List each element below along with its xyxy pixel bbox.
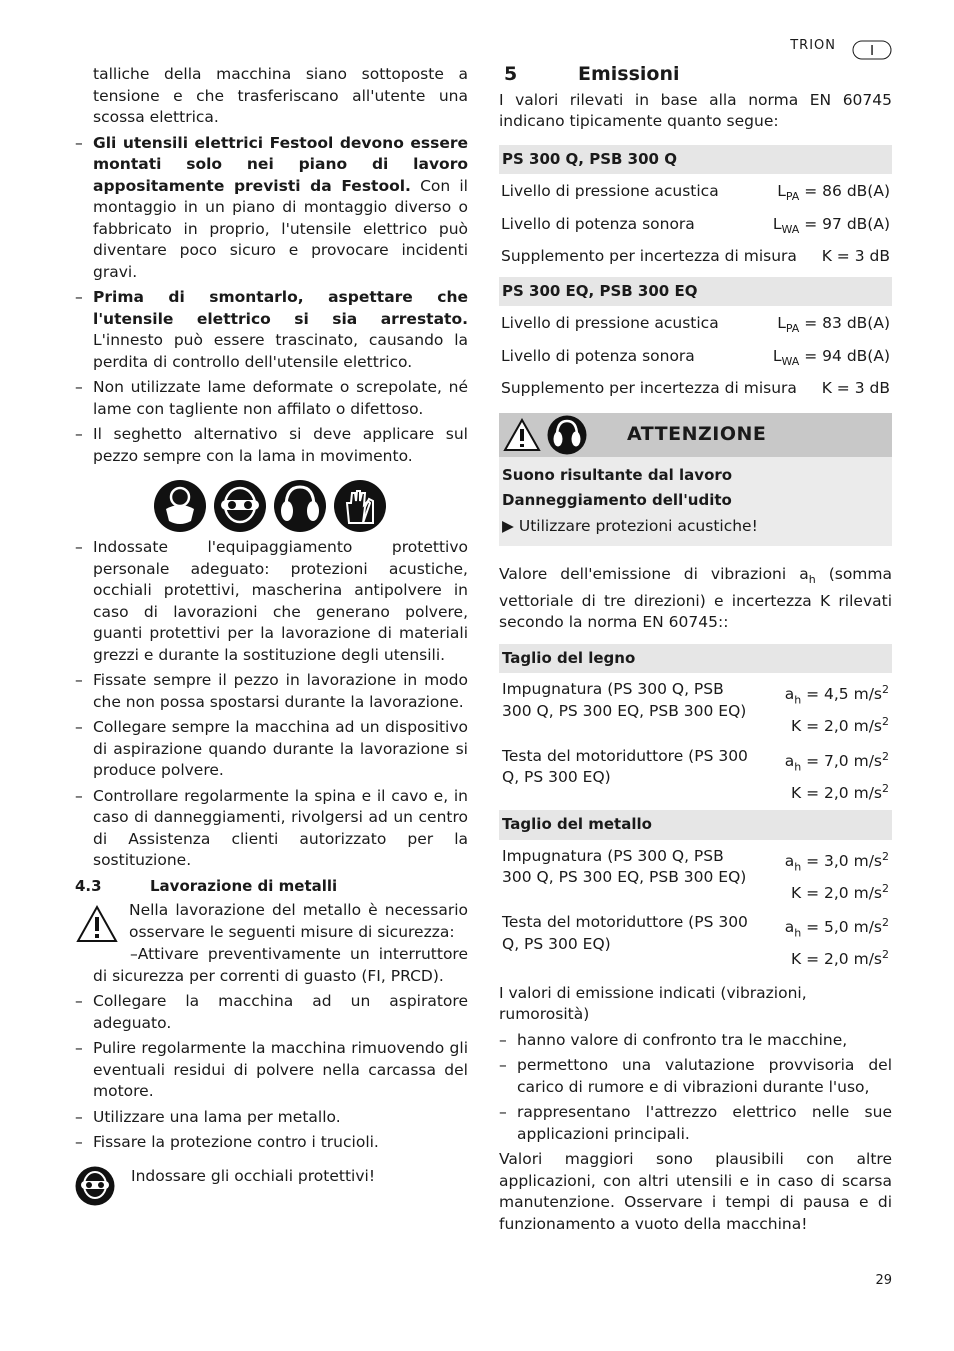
k-value: K = 2,0 m/s [791,883,882,902]
value: = 94 dB(A) [799,346,890,365]
row-label: Impugnatura (PS 300 Q, PSB 300 Q, PS 300 EQ, PSB 300 EQ) [502,680,747,720]
vibration-intro: Valore dell'emissione di vibrazioni $a_h$ (somma vettoriale di tre direzioni) e incertezza K rilevati secondo la norma EN 60745:: [499,565,893,632]
symbol: L [777,314,786,333]
row-label: Livello di potenza sonora [501,346,695,365]
ah-value: = 4,5 m/s [801,685,882,704]
warning-line: Danneggiamento dell'udito [502,491,732,510]
right-column [499,64,892,1235]
warning-box [499,413,892,547]
emission-intro: I valori rilevati in base alla norma EN 60745 indicano tipicamente quanto segue: [499,90,892,130]
symbol: L [777,182,786,200]
warning-triangle-icon [503,418,541,452]
row-value [773,214,890,241]
row-label: Supplemento per incertezza di misura [501,379,797,398]
table-row [499,211,892,244]
row-label: Testa del motoriduttore (PS 300 Q, PS 300 EQ) [502,746,748,787]
warning-line: ▶ Utilizzare protezioni acustiche! [502,516,758,535]
symbol-sub: PA [785,190,800,204]
ah-value: = 7,0 m/s [801,752,882,771]
value: = 83 dB(A) [799,314,890,333]
ppe-icon-row [153,479,468,533]
intro-text: talliche della macchina siano sottoposte a tensione e che trasferiscano all'utente una scossa elettrica. [93,65,468,126]
k-value: K = 2,0 m/s [791,717,882,736]
metal-intro: Nella lavorazione del metallo è necessario osservare le seguenti misure di sicurezza: [129,901,468,941]
ah-value: = 5,0 m/s [801,918,882,937]
row-value: $a_h = 7,0$ $m/s^2$ K = 2,0 $m/s^2$ [784,749,889,802]
row-value: $a_h = 5,0$ $m/s^2$ K = 2,0 $m/s^2$ [784,916,889,969]
list-item: – Indossate l'equipaggiamento protettivo personale adeguato: protezioni acustiche, occhiali protettivi, mascherina antipolvere in caso di lavorazioni che generano polvere, guanti protettivi per la lavorazione di materiali grezzi e durante la sostituzione degli utensili. [75,537,468,666]
list-item: – Fissate sempre il pezzo in lavorazione in modo che non possa spostarsi durante la lavorazione. [75,670,468,713]
list-item: – Fissare la protezione contro i trucioli. [75,1132,468,1154]
row-label: Livello di pressione acustica [501,182,719,200]
vibration-table [499,677,892,806]
list-item: – Collegare la macchina ad un aspiratore adeguato. [75,991,468,1034]
vibration-table [499,844,892,973]
table-header: PS 300 Q, PSB 300 Q [499,145,892,175]
table-row [499,343,892,376]
table-row [499,910,892,972]
symbol-sub: PA [785,322,800,336]
goggles-icon [75,1166,115,1206]
list-item: – Pulire regolarmente la macchina rimuovendo gli eventuali residui di polvere nella carcassa del motore. [75,1038,468,1103]
k-value: K = 2,0 m/s [791,783,882,802]
warning-triangle-icon [75,904,119,944]
table-header: PS 300 EQ, PSB 300 EQ [499,277,892,307]
table-row [499,310,892,343]
list-item: – Non utilizzate lame deformate o screpolate, né lame con tagliente non affilato o difettoso. [75,377,468,420]
list-item: – Collegare sempre la macchina ad un dispositivo di aspirazione quando durante la lavorazione si produce polvere. [75,717,468,782]
header-brand: TRION [790,38,836,53]
list-item: – Il seghetto alternativo si deve applicare sul pezzo sempre con la lama in movimento. [75,424,468,467]
noise-table [499,178,892,271]
symbol: L [772,214,782,233]
left-column [75,64,468,1206]
list-item: – Controllare regolarmente la spina e il cavo e, in caso di danneggiamenti, rivolgersi ad un centro di Assistenza clienti autorizzato per la sostituzione. [75,786,468,872]
noise-table [499,310,892,403]
value: K = 3 dB [821,379,890,398]
list-item: – rappresentano l'attrezzo elettrico nelle sue applicazioni principali. [499,1102,892,1145]
section-heading: 5 Emissioni [504,63,680,85]
warning-body [499,457,892,547]
value: = 86 dB(A) [799,182,890,200]
table-row [499,243,892,271]
language-badge [852,40,892,60]
row-label: Testa del motoriduttore (PS 300 Q, PS 300 EQ) [502,913,748,953]
row-value [773,346,890,373]
row-label: Livello di potenza sonora [501,214,695,233]
list-item: – hanno valore di confronto tra le macchine, [499,1030,892,1052]
goggles-note-text: Indossare gli occhiali protettivi! [131,1166,376,1185]
table-row [499,375,892,403]
table-row [499,744,892,806]
table-row [499,677,892,739]
gloves-icon [333,479,387,533]
row-value [777,181,890,208]
warning-title: ATTENZIONE [627,423,767,446]
row-value [777,313,890,340]
list-item: – permettono una valutazione provvisoria del carico di rumore e di vibrazioni durante l'uso, [499,1055,892,1098]
section-heading: 4.3 Lavorazione di metalli [75,876,338,895]
outro-text: Valori maggiori sono plausibili con altre applicazioni, con altri utensili e in caso di scarsa manutenzione. Osservare i tempi di pausa e di funzionamento a vuoto della macchina! [499,1150,892,1233]
emission-note: I valori di emissione indicati (vibrazioni, rumorosità) [499,983,807,1024]
warning-line: Suono risultante dal lavoro [502,465,733,484]
symbol-sub: WA [781,354,800,368]
goggles-icon [213,479,267,533]
symbol-sub: WA [781,222,800,236]
page-number: 29 [875,1273,892,1288]
metal-warning [75,900,468,944]
table-row [499,844,892,906]
dust-mask-icon [153,479,207,533]
svg-text:I: I [870,44,874,59]
symbol: L [772,346,782,365]
value: K = 3 dB [821,247,890,266]
value: = 97 dB(A) [799,214,890,233]
ear-protection-icon [273,479,327,533]
list-item: – Utilizzare una lama per metallo. [75,1107,468,1129]
k-value: K = 2,0 m/s [791,950,882,969]
row-label: Supplemento per incertezza di misura [501,247,797,266]
table-row [499,178,892,211]
row-value [822,246,890,268]
ah-value: = 3,0 m/s [801,851,882,870]
goggles-note [75,1166,468,1206]
row-label: Livello di pressione acustica [501,314,719,333]
list-item: – Gli utensili elettrici Festool devono essere montati solo nei piano di lavoro appositamente previsti da Festool. Con il montaggio in un piano di montaggio diverso o fabbricato in proprio, l'utensile elettrico può diventare poco sicuro e provocare incidenti gravi. [75,133,468,284]
row-value: $a_h = 4,5$ $m/s^2$ K = 2,0 $m/s^2$ [784,683,889,736]
table-header: Taglio del metallo [499,810,892,840]
list-item: – Prima di smontarlo, aspettare che l'utensile elettrico si sia arrestato. L'innesto può essere trascinato, causando la perdita di controllo dell'utensile elettrico. [75,287,468,373]
ear-protection-icon [547,415,587,455]
warning-header [499,413,892,457]
list-item: –Attivare preventivamente un interruttore di sicurezza per correnti di guasto (FI, PRCD). [93,945,468,985]
row-value: $a_h = 3,0$ $m/s^2$ K = 2,0 $m/s^2$ [784,849,889,902]
row-value [822,378,890,400]
table-header: Taglio del legno [499,644,892,674]
row-label: Impugnatura (PS 300 Q, PSB 300 Q, PS 300 EQ, PSB 300 EQ) [502,846,747,887]
